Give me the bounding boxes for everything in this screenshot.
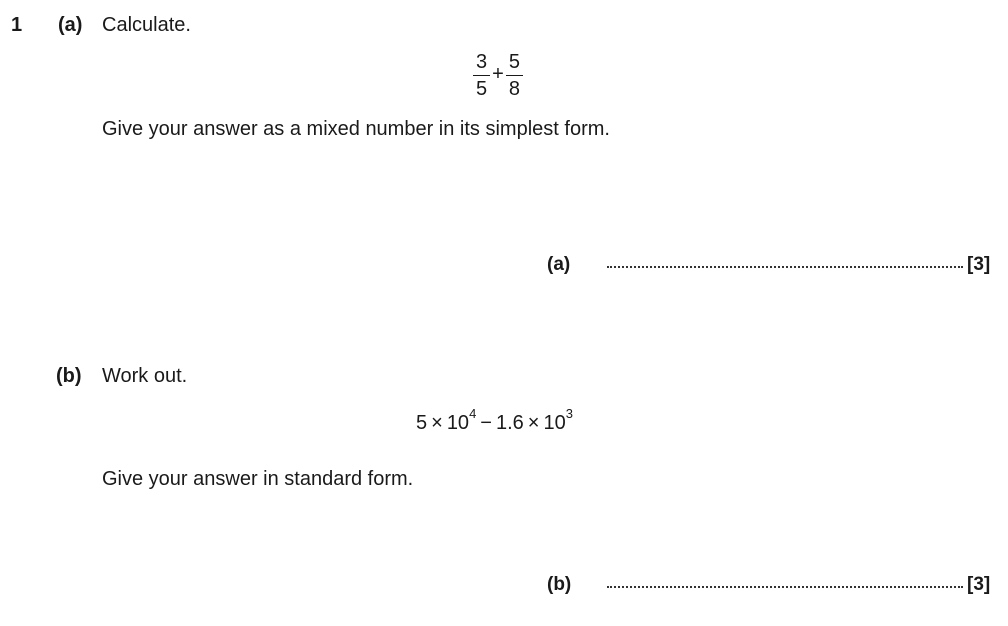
fraction-two-denominator: 8 (508, 78, 520, 100)
minus-operator: − (480, 412, 492, 434)
term-one-coefficient: 5 (416, 412, 428, 434)
part-b-instruction: Work out. (102, 365, 188, 387)
fraction-one-numerator: 3 (473, 52, 490, 76)
part-b-answer-label: (b) (547, 574, 572, 595)
term-one-exponent: 4 (469, 406, 477, 422)
part-a-label: (a) (58, 14, 83, 36)
term-two-base: 10 (543, 412, 566, 434)
part-a-instruction: Calculate. (102, 14, 191, 36)
fraction-sum-expression (473, 52, 523, 99)
question-number: 1 (11, 14, 23, 36)
part-b-label: (b) (56, 365, 82, 387)
part-b-answer-row (547, 574, 990, 596)
part-b-answer-line[interactable] (607, 585, 963, 588)
standard-form-expression (416, 406, 573, 435)
fraction-two-numerator: 5 (506, 52, 523, 76)
part-a-marks: [3] (967, 254, 991, 275)
term-two-exponent: 3 (565, 406, 573, 422)
plus-operator: + (492, 63, 504, 85)
part-b-marks: [3] (967, 574, 991, 595)
fraction-one (473, 52, 490, 99)
part-a-answer-label: (a) (547, 254, 571, 275)
fraction-one-denominator: 5 (476, 78, 488, 100)
fraction-two (506, 52, 523, 99)
times-operator: × (527, 412, 540, 434)
part-b-note: Give your answer in standard form. (102, 468, 414, 490)
part-a-note: Give your answer as a mixed number in its simplest form. (102, 118, 610, 140)
term-one-base: 10 (446, 412, 470, 434)
times-operator: × (431, 412, 443, 434)
term-two-coefficient: 1.6 (495, 412, 524, 434)
part-a-answer-line[interactable] (607, 265, 963, 268)
part-a-answer-row (547, 254, 990, 276)
